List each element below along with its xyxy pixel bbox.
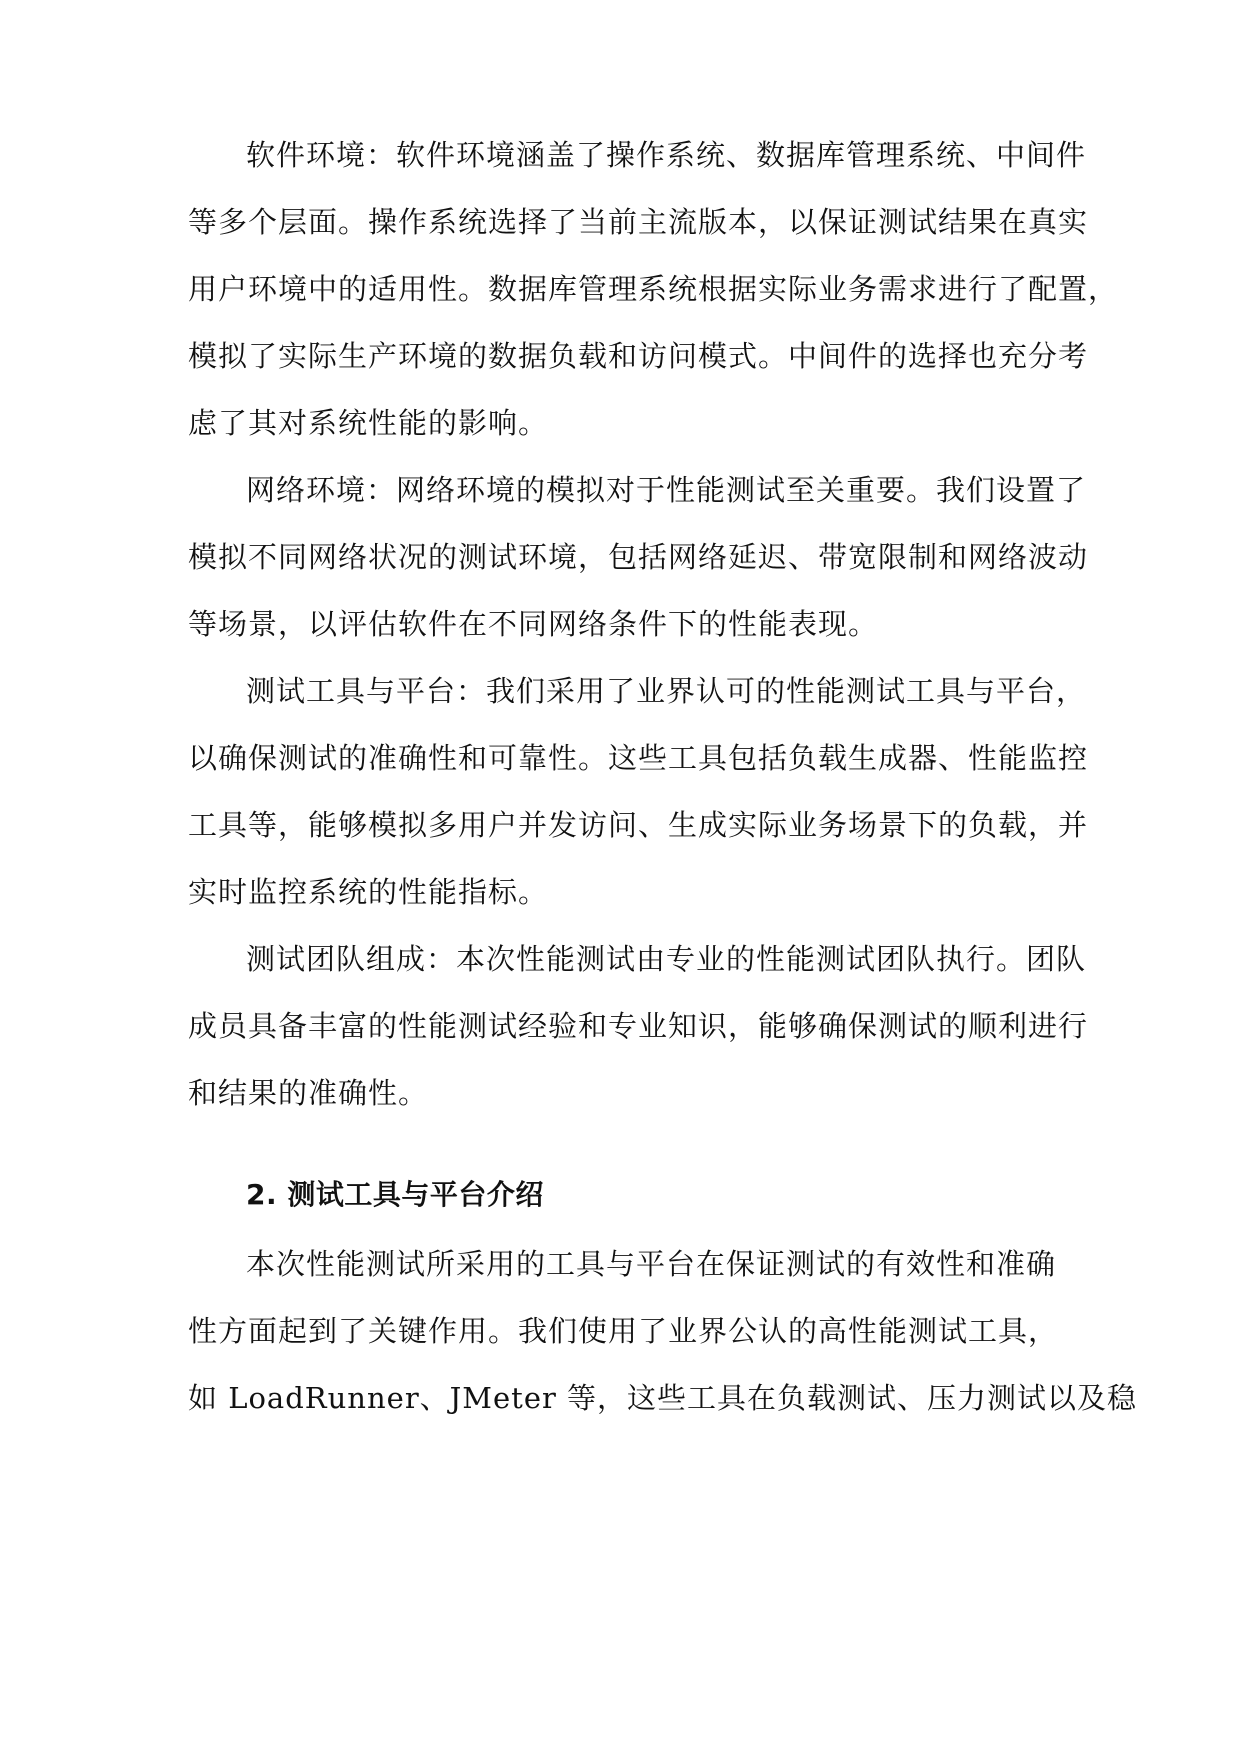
section-paragraph-line-2: 性方面起到了关键作用。我们使用了业界公认的高性能测试工具， [188,1314,1059,1348]
paragraph-network-env-line-1: 网络环境：网络环境的模拟对于性能测试至关重要。我们设置了 [246,473,1087,507]
paragraph-network-env-line-3: 等场景，以评估软件在不同网络条件下的性能表现。 [188,607,879,641]
paragraph-software-env-line-4: 模拟了实际生产环境的数据负载和访问模式。中间件的选择也充分考 [188,339,1089,373]
paragraph-test-tools-line-3: 工具等，能够模拟多用户并发访问、生成实际业务场景下的负载，并 [188,808,1089,842]
paragraph-software-env-line-3: 用户环境中的适用性。数据库管理系统根据实际业务需求进行了配置， [188,272,1119,306]
paragraph-test-tools-line-4: 实时监控系统的性能指标。 [188,875,549,909]
paragraph-test-team-line-2: 成员具备丰富的性能测试经验和专业知识，能够确保测试的顺利进行 [188,1009,1089,1043]
section-heading: 2. 测试工具与平台介绍 [246,1178,544,1211]
paragraph-test-tools-line-2: 以确保测试的准确性和可靠性。这些工具包括负载生成器、性能监控 [188,741,1089,775]
paragraph-test-team-line-3: 和结果的准确性。 [188,1076,429,1110]
section-paragraph-line-3: 如 LoadRunner、JMeter 等，这些工具在负载测试、压力测试以及稳 [188,1381,1138,1415]
paragraph-software-env-line-1: 软件环境：软件环境涵盖了操作系统、数据库管理系统、中间件 [246,138,1087,172]
paragraph-software-env-line-2: 等多个层面。操作系统选择了当前主流版本，以保证测试结果在真实 [188,205,1089,239]
paragraph-network-env-line-2: 模拟不同网络状况的测试环境，包括网络延迟、带宽限制和网络波动 [188,540,1089,574]
paragraph-test-tools-line-1: 测试工具与平台：我们采用了业界认可的性能测试工具与平台， [246,674,1087,708]
paragraph-test-team-line-1: 测试团队组成：本次性能测试由专业的性能测试团队执行。团队 [246,942,1087,976]
section-paragraph-line-1: 本次性能测试所采用的工具与平台在保证测试的有效性和准确 [246,1247,1057,1281]
paragraph-software-env-line-5: 虑了其对系统性能的影响。 [188,406,549,440]
